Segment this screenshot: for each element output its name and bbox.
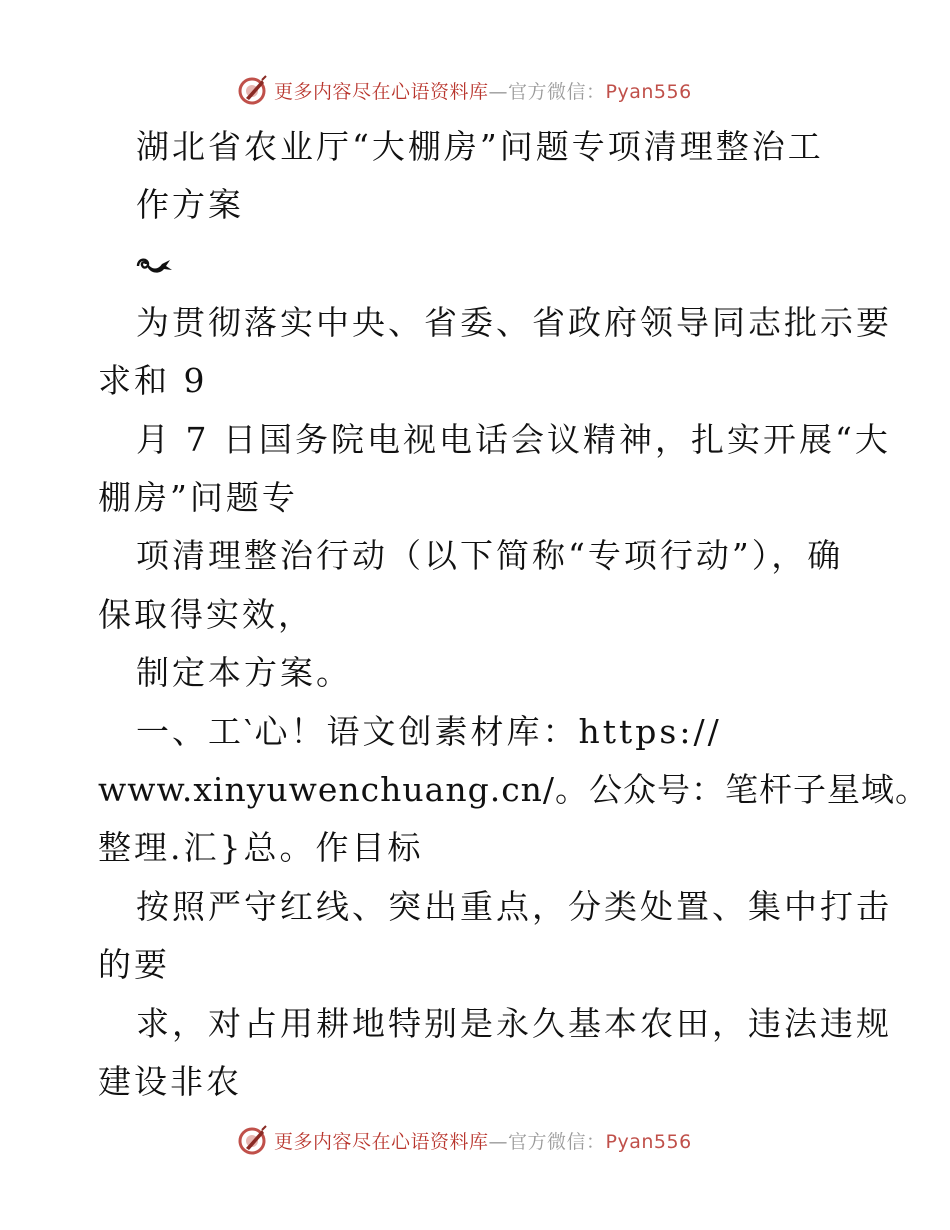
paragraph-line: 棚房”问题专: [98, 478, 298, 517]
paragraph-line: 项清理整治行动（以下简称“专项行动”），确: [136, 536, 844, 575]
paragraph-line: 的要: [98, 945, 170, 984]
watermark-text: [274, 1127, 692, 1154]
paragraph-line: 整理.汇}总。作目标: [98, 828, 424, 867]
paragraph-line: 一、工‵心！语文创素材库：https://: [136, 712, 722, 751]
watermark-wechat-id: Pyan556: [605, 80, 692, 103]
watermark-dash: —: [488, 1130, 509, 1153]
doc-title-line-1: 湖北省农业厅“大棚房”问题专项清理整治工: [136, 127, 824, 166]
paragraph-line: 月 7 日国务院电视电话会议精神，扎实开展“大: [136, 420, 891, 459]
paragraph-line: 按照严守红线、突出重点，分类处置、集中打击: [136, 887, 892, 926]
paragraph-line: 求，对占用耕地特别是永久基本农田，违法违规: [136, 1004, 892, 1043]
doc-title-line-2: 作方案: [136, 185, 244, 224]
watermark-label: 官方微信：: [508, 1130, 606, 1153]
watermark-wechat-id: Pyan556: [605, 1130, 692, 1153]
watermark-brand: 更多内容尽在心语资料库: [274, 1130, 489, 1153]
paragraph-line: 为贯彻落实中央、省委、省政府领导同志批示要: [136, 303, 892, 342]
swirl-ornament-icon: [134, 252, 174, 278]
watermark-label: 官方微信：: [508, 80, 606, 103]
paragraph-line: www.xinyuwenchuang.cn/。公众号：笔杆子星域。: [98, 770, 930, 809]
watermark-dash: —: [488, 80, 509, 103]
footer-watermark: [236, 1122, 692, 1158]
paragraph-line: 制定本方案。: [136, 653, 352, 692]
paragraph-line: 建设非农: [98, 1062, 242, 1101]
paragraph-line: 求和 9: [98, 361, 208, 400]
paragraph-line: 保取得实效，: [98, 595, 314, 634]
pen-nib-logo-icon: [236, 1124, 268, 1156]
watermark-brand: 更多内容尽在心语资料库: [274, 80, 489, 103]
